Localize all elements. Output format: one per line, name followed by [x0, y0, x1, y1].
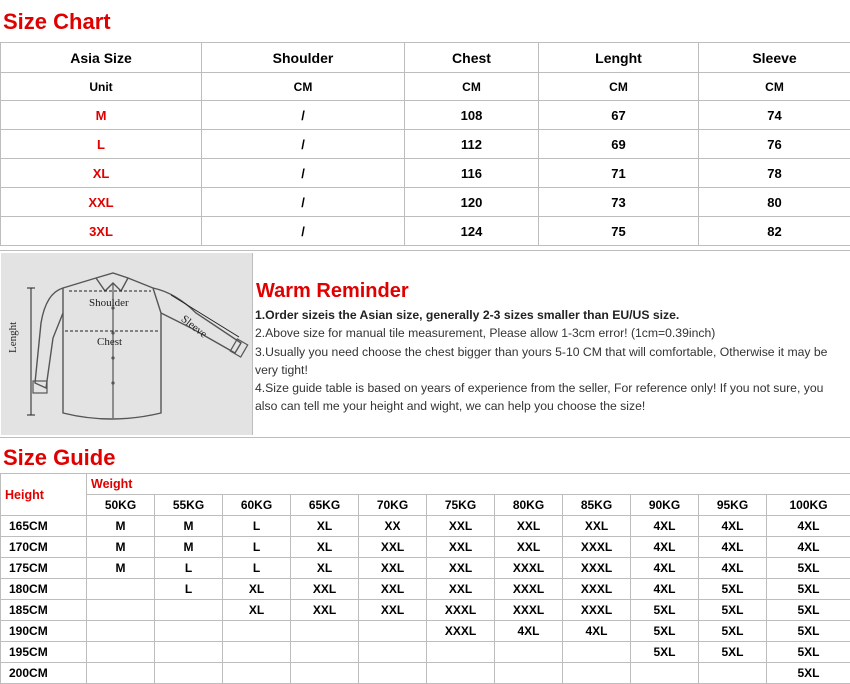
- size-cell: L: [155, 558, 223, 579]
- table-cell: 76: [699, 130, 850, 159]
- unit-cell: CM: [539, 73, 699, 101]
- size-cell: M: [87, 516, 155, 537]
- table-cell: 124: [405, 217, 539, 246]
- header-shoulder: Shoulder: [202, 43, 405, 73]
- size-cell: XL: [223, 600, 291, 621]
- table-cell: /: [202, 188, 405, 217]
- size-cell: XXL: [427, 579, 495, 600]
- height-cell: 200CM: [1, 663, 87, 684]
- size-cell: 4XL: [631, 537, 699, 558]
- table-cell: 67: [539, 101, 699, 130]
- table-cell: /: [202, 217, 405, 246]
- size-cell: XXL: [427, 558, 495, 579]
- size-cell: [699, 663, 767, 684]
- size-cell: XXXL: [563, 579, 631, 600]
- size-cell: [87, 621, 155, 642]
- table-cell: 116: [405, 159, 539, 188]
- size-cell: 4XL: [563, 621, 631, 642]
- size-cell: [427, 642, 495, 663]
- reminder-text: [255, 306, 840, 416]
- size-cell: XXL: [291, 579, 359, 600]
- size-label: 3XL: [1, 217, 202, 246]
- header-asia-size: Asia Size: [1, 43, 202, 73]
- table-row: [1, 600, 850, 621]
- size-cell: 5XL: [767, 663, 850, 684]
- weight-header-cell: 90KG: [631, 495, 699, 516]
- chest-label: Chest: [97, 336, 123, 348]
- size-cell: 5XL: [767, 600, 850, 621]
- size-cell: M: [155, 537, 223, 558]
- size-label: M: [1, 101, 202, 130]
- table-cell: 82: [699, 217, 850, 246]
- size-cell: [155, 642, 223, 663]
- size-chart-unit-row: [1, 73, 850, 101]
- size-cell: 4XL: [495, 621, 563, 642]
- size-cell: XX: [359, 516, 427, 537]
- size-cell: [87, 579, 155, 600]
- size-cell: XXL: [495, 516, 563, 537]
- size-cell: 5XL: [767, 642, 850, 663]
- unit-cell: CM: [202, 73, 405, 101]
- table-row: [1, 663, 850, 684]
- size-cell: XXL: [359, 558, 427, 579]
- size-cell: 4XL: [699, 516, 767, 537]
- size-cell: 5XL: [767, 621, 850, 642]
- size-cell: L: [223, 537, 291, 558]
- weight-header: Weight: [87, 474, 850, 495]
- size-cell: 4XL: [631, 558, 699, 579]
- size-cell: 5XL: [631, 621, 699, 642]
- size-guide-table: [0, 473, 850, 684]
- header-sleeve: Sleeve: [699, 43, 850, 73]
- size-cell: XXL: [495, 537, 563, 558]
- weight-header-cell: 50KG: [87, 495, 155, 516]
- size-cell: [223, 663, 291, 684]
- size-cell: 5XL: [631, 642, 699, 663]
- reminder-section: [0, 250, 850, 438]
- size-cell: [155, 621, 223, 642]
- size-cell: XL: [291, 558, 359, 579]
- size-guide-title: Size Guide: [3, 445, 116, 470]
- weight-header-cell: 55KG: [155, 495, 223, 516]
- size-cell: 5XL: [699, 642, 767, 663]
- table-cell: 108: [405, 101, 539, 130]
- shoulder-label: Shoulder: [89, 297, 129, 309]
- weight-header-cell: 80KG: [495, 495, 563, 516]
- height-cell: 195CM: [1, 642, 87, 663]
- size-cell: XXL: [359, 537, 427, 558]
- table-cell: /: [202, 101, 405, 130]
- size-cell: XXXL: [563, 558, 631, 579]
- size-cell: [155, 663, 223, 684]
- size-cell: 5XL: [767, 579, 850, 600]
- weight-header-cell: 85KG: [563, 495, 631, 516]
- size-cell: XXL: [563, 516, 631, 537]
- table-row: [1, 516, 850, 537]
- size-cell: XL: [223, 579, 291, 600]
- table-row: [1, 621, 850, 642]
- table-row: [1, 537, 850, 558]
- unit-cell: CM: [405, 73, 539, 101]
- weight-header-cell: 60KG: [223, 495, 291, 516]
- size-cell: [495, 663, 563, 684]
- size-cell: [223, 642, 291, 663]
- weight-header-cell: 65KG: [291, 495, 359, 516]
- reminder-line: 1.Order sizeis the Asian size, generally 2-3 sizes smaller than EU/US size.: [255, 308, 680, 322]
- size-cell: M: [87, 558, 155, 579]
- size-cell: [291, 663, 359, 684]
- header-length: Lenght: [539, 43, 699, 73]
- shirt-illustration: [1, 253, 252, 435]
- height-cell: 185CM: [1, 600, 87, 621]
- table-row: [1, 101, 850, 130]
- size-cell: [87, 642, 155, 663]
- length-label: Lenght: [7, 321, 19, 353]
- size-label: XL: [1, 159, 202, 188]
- size-cell: [427, 663, 495, 684]
- table-row: [1, 188, 850, 217]
- size-cell: XL: [291, 516, 359, 537]
- weight-header-cell: 100KG: [767, 495, 850, 516]
- size-cell: XL: [291, 537, 359, 558]
- size-cell: 5XL: [699, 579, 767, 600]
- size-cell: [87, 600, 155, 621]
- size-cell: 4XL: [699, 537, 767, 558]
- table-cell: 75: [539, 217, 699, 246]
- table-cell: 74: [699, 101, 850, 130]
- table-cell: /: [202, 130, 405, 159]
- table-cell: 120: [405, 188, 539, 217]
- table-row: [1, 159, 850, 188]
- height-cell: 180CM: [1, 579, 87, 600]
- size-cell: [155, 600, 223, 621]
- unit-label: Unit: [1, 73, 202, 101]
- size-cell: M: [155, 516, 223, 537]
- size-cell: 4XL: [767, 516, 850, 537]
- size-cell: XXL: [427, 516, 495, 537]
- size-cell: XXL: [291, 600, 359, 621]
- height-cell: 165CM: [1, 516, 87, 537]
- unit-cell: CM: [699, 73, 850, 101]
- weight-header-cell: 95KG: [699, 495, 767, 516]
- size-cell: 5XL: [699, 621, 767, 642]
- table-cell: 71: [539, 159, 699, 188]
- size-cell: L: [223, 516, 291, 537]
- size-label: L: [1, 130, 202, 159]
- size-cell: XXXL: [495, 600, 563, 621]
- weight-header-cell: 75KG: [427, 495, 495, 516]
- size-cell: [563, 663, 631, 684]
- shirt-measurement-diagram: [1, 253, 253, 435]
- size-cell: XXL: [359, 600, 427, 621]
- table-cell: /: [202, 159, 405, 188]
- size-cell: 5XL: [631, 600, 699, 621]
- table-row: [1, 130, 850, 159]
- table-cell: 69: [539, 130, 699, 159]
- size-label: XXL: [1, 188, 202, 217]
- size-cell: XXL: [359, 579, 427, 600]
- size-cell: 4XL: [631, 579, 699, 600]
- size-cell: XXXL: [427, 600, 495, 621]
- reminder-title: Warm Reminder: [256, 280, 409, 302]
- size-cell: [563, 642, 631, 663]
- table-row: [1, 579, 850, 600]
- table-row: [1, 217, 850, 246]
- table-cell: 80: [699, 188, 850, 217]
- size-cell: XXXL: [563, 600, 631, 621]
- size-cell: 5XL: [699, 600, 767, 621]
- height-cell: 190CM: [1, 621, 87, 642]
- height-header: Height: [1, 474, 87, 516]
- size-cell: XXL: [427, 537, 495, 558]
- height-cell: 170CM: [1, 537, 87, 558]
- height-cell: 175CM: [1, 558, 87, 579]
- table-row: [1, 558, 850, 579]
- size-cell: L: [155, 579, 223, 600]
- size-cell: [359, 663, 427, 684]
- table-row: [1, 642, 850, 663]
- reminder-line: 2.Above size for manual tile measurement, Please allow 1-3cm error! (1cm=0.39inch): [255, 326, 716, 341]
- size-cell: XXXL: [563, 537, 631, 558]
- size-cell: [359, 642, 427, 663]
- size-cell: 5XL: [767, 558, 850, 579]
- size-cell: XXXL: [495, 558, 563, 579]
- size-cell: XXXL: [427, 621, 495, 642]
- table-cell: 73: [539, 188, 699, 217]
- weight-header-cell: 70KG: [359, 495, 427, 516]
- size-cell: [291, 642, 359, 663]
- table-cell: 112: [405, 130, 539, 159]
- size-cell: [495, 642, 563, 663]
- size-cell: 4XL: [767, 537, 850, 558]
- size-guide-weights-row: [1, 495, 850, 516]
- table-cell: 78: [699, 159, 850, 188]
- size-cell: [87, 663, 155, 684]
- size-guide-weight-label-row: [1, 474, 850, 495]
- size-cell: 4XL: [699, 558, 767, 579]
- reminder-line: 3.Usually you need choose the chest bigger than yours 5-10 CM that will comfortable, Otherwise it may be very tight!: [255, 344, 828, 377]
- size-cell: [291, 621, 359, 642]
- size-chart-title: Size Chart: [3, 9, 111, 34]
- sleeve-label: Sleeve: [178, 313, 210, 341]
- size-cell: [631, 663, 699, 684]
- size-chart-table: [0, 42, 850, 246]
- size-cell: L: [223, 558, 291, 579]
- size-cell: [223, 621, 291, 642]
- size-chart-header-row: [1, 43, 850, 73]
- reminder-line: 4.Size guide table is based on years of experience from the seller, For reference only! If you not sure, you also can tell me your height and wight, we can help you choose the size!: [255, 381, 824, 414]
- size-cell: 4XL: [631, 516, 699, 537]
- size-cell: M: [87, 537, 155, 558]
- size-cell: XXXL: [495, 579, 563, 600]
- header-chest: Chest: [405, 43, 539, 73]
- size-cell: [359, 621, 427, 642]
